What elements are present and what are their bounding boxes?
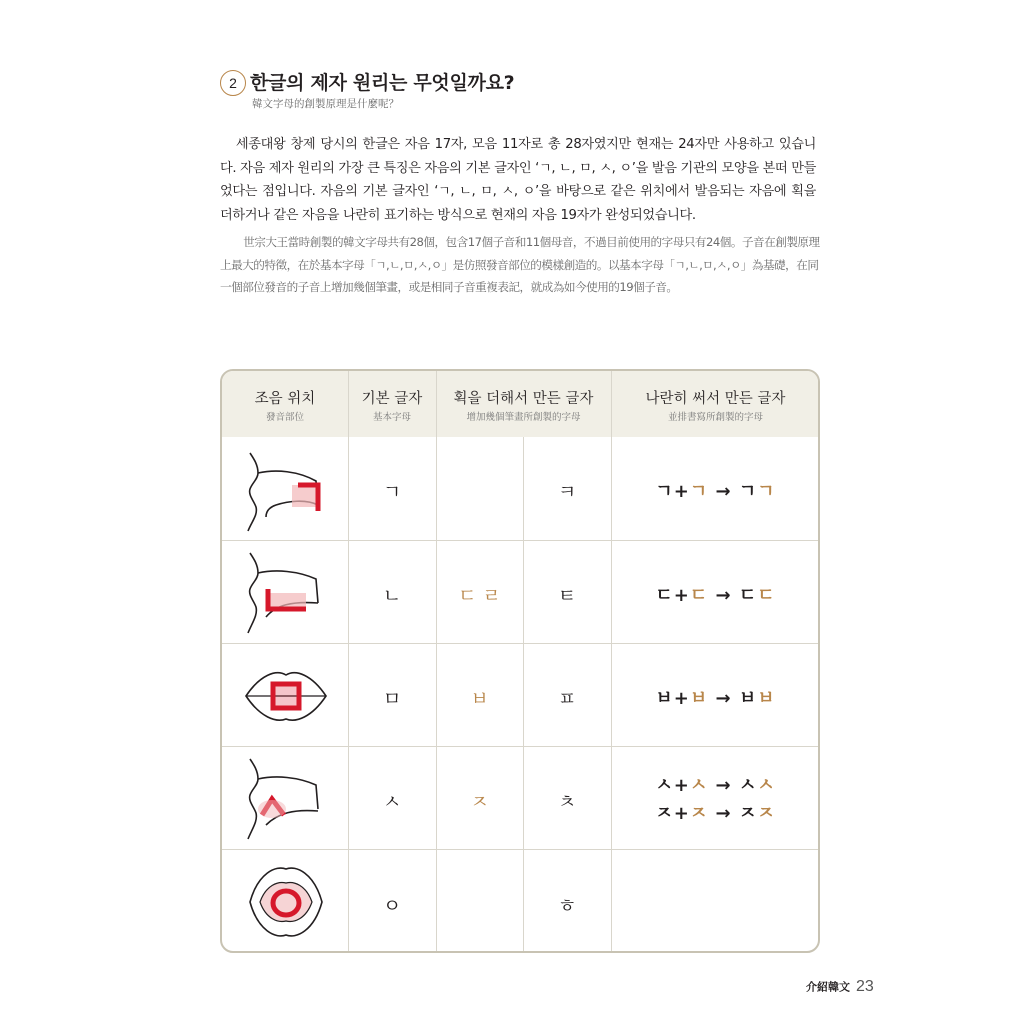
page-footer (806, 976, 874, 996)
stroke-letter: ㅈ (470, 791, 489, 813)
combo-part: ㅈ (655, 803, 674, 824)
combo-part: ㄱ (655, 481, 674, 502)
lips-icon (236, 651, 336, 741)
combo-part: ㄱ (689, 481, 709, 502)
footer-section-label: 介紹韓文 (806, 980, 850, 994)
header-label: 나란히 써서 만든 글자 (645, 391, 786, 407)
header-sublabel: 基本字母 (372, 412, 411, 423)
combo-part: ㄷ (689, 585, 709, 606)
combo-part: ㅈ (689, 803, 709, 824)
basic-letter: ㅇ (382, 895, 402, 917)
double-letter-formula (611, 684, 820, 710)
row-divider (222, 540, 818, 541)
basic-letter: ㅁ (382, 688, 402, 710)
header-articulation (222, 371, 348, 437)
throat-icon (236, 857, 336, 947)
combo-part: ㅂ (655, 688, 674, 709)
arrow-icon: → (715, 775, 732, 796)
combo-part: ㄷ (655, 585, 674, 606)
section-title: 한글의 제자 원리는 무엇일까요? (250, 72, 515, 94)
stroke-letter: ㄷ ㄹ (458, 585, 501, 607)
header-stroke (436, 371, 611, 437)
combo-result: ㅅ (757, 775, 776, 796)
plus-sign: + (673, 775, 690, 796)
stroke-letter: ㅎ (557, 895, 577, 917)
combo-result: ㄷ (738, 585, 758, 606)
combo-result: ㅈ (738, 803, 758, 824)
double-letter-formula (611, 581, 820, 607)
double-letter-formula (611, 771, 820, 797)
arrow-icon: → (715, 803, 732, 824)
plus-sign: + (673, 585, 690, 606)
header-label: 획을 더해서 만든 글자 (453, 391, 594, 407)
korean-paragraph: 세종대왕 창제 당시의 한글은 자음 17자, 모음 11자로 총 28자였지만 현재는 24자만 사용하고 있습니다. 자음 제자 원리의 가장 큰 특징은 자음의 기본 글자인 ‘ㄱ, ㄴ, ㅁ, ㅅ, ㅇ’을 발음 기관의 모양을 본떠 만들었다는 점입니다. 자음의 기본 글자인 ‘ㄱ, ㄴ, ㅁ, ㅅ, ㅇ’을 바탕으로 같은 위치에서 발음되는 자음에 획을 더하거나 같은 자음을 나란히 표기하는 방식으로 현재의 자음 19자가 완성되었습니다. (220, 137, 816, 223)
combo-result: ㅂ (757, 688, 776, 709)
teeth-icon (236, 753, 336, 843)
header-label: 기본 글자 (361, 391, 423, 407)
header-double (611, 371, 820, 437)
basic-letter: ㄴ (382, 585, 402, 607)
combo-part: ㅂ (689, 688, 709, 709)
header-sublabel: 增加幾個筆畫所創製的字母 (466, 412, 581, 423)
combo-result: ㄱ (738, 481, 758, 502)
combo-result: ㄷ (757, 585, 776, 606)
velar-tongue-icon (236, 445, 336, 535)
section-subtitle: 韓文字母的創製原理是什麼呢？ (252, 98, 399, 110)
combo-result: ㅅ (738, 775, 758, 796)
stroke-letter: ㅌ (557, 585, 577, 607)
section-number-badge: 2 (220, 70, 246, 96)
combo-part: ㅅ (689, 775, 709, 796)
arrow-icon: → (715, 585, 732, 606)
plus-sign: + (673, 803, 690, 824)
combo-result: ㅂ (738, 688, 758, 709)
alveolar-tongue-icon (236, 547, 336, 637)
combo-part: ㅅ (655, 775, 674, 796)
stroke-letter: ㅍ (557, 688, 577, 710)
plus-sign: + (673, 688, 690, 709)
chinese-paragraph: 世宗大王當時創製的韓文字母共有28個，包含17個子音和11個母音，不過目前使用的字母只有24個。子音在創製原理上最大的特徵，在於基本字母「ㄱ,ㄴ,ㅁ,ㅅ,ㅇ」是仿照發音部位的模樣創造的。以基本字母「ㄱ,ㄴ,ㅁ,ㅅ,ㅇ」為基礎，在同一個部位發音的子音上增加幾個筆畫，或是相同子音重複表記，就成為如今使用的19個子音。 (220, 235, 820, 294)
stroke-letter: ㅋ (557, 481, 577, 503)
combo-result: ㅈ (757, 803, 776, 824)
row-divider (222, 643, 818, 644)
arrow-icon: → (715, 688, 732, 709)
page-number: 23 (856, 977, 874, 995)
consonant-table (220, 369, 820, 953)
double-letter-formula (611, 799, 820, 825)
column-divider (611, 371, 612, 953)
plus-sign: + (673, 481, 690, 502)
row-divider (222, 746, 818, 747)
header-sublabel: 並排書寫所創製的字母 (667, 412, 763, 423)
header-sublabel: 發音部位 (265, 412, 304, 423)
basic-letter: ㅅ (382, 791, 402, 813)
header-label: 조음 위치 (254, 391, 316, 407)
stroke-letter: ㅊ (557, 791, 577, 813)
column-divider (348, 371, 349, 953)
table-header (222, 371, 818, 437)
arrow-icon: → (715, 481, 732, 502)
double-letter-formula (611, 477, 820, 503)
column-divider (436, 371, 437, 953)
combo-result: ㄱ (757, 481, 776, 502)
basic-letter: ㄱ (382, 481, 402, 503)
stroke-letter: ㅂ (470, 688, 489, 710)
row-divider (222, 849, 818, 850)
header-basic (348, 371, 436, 437)
